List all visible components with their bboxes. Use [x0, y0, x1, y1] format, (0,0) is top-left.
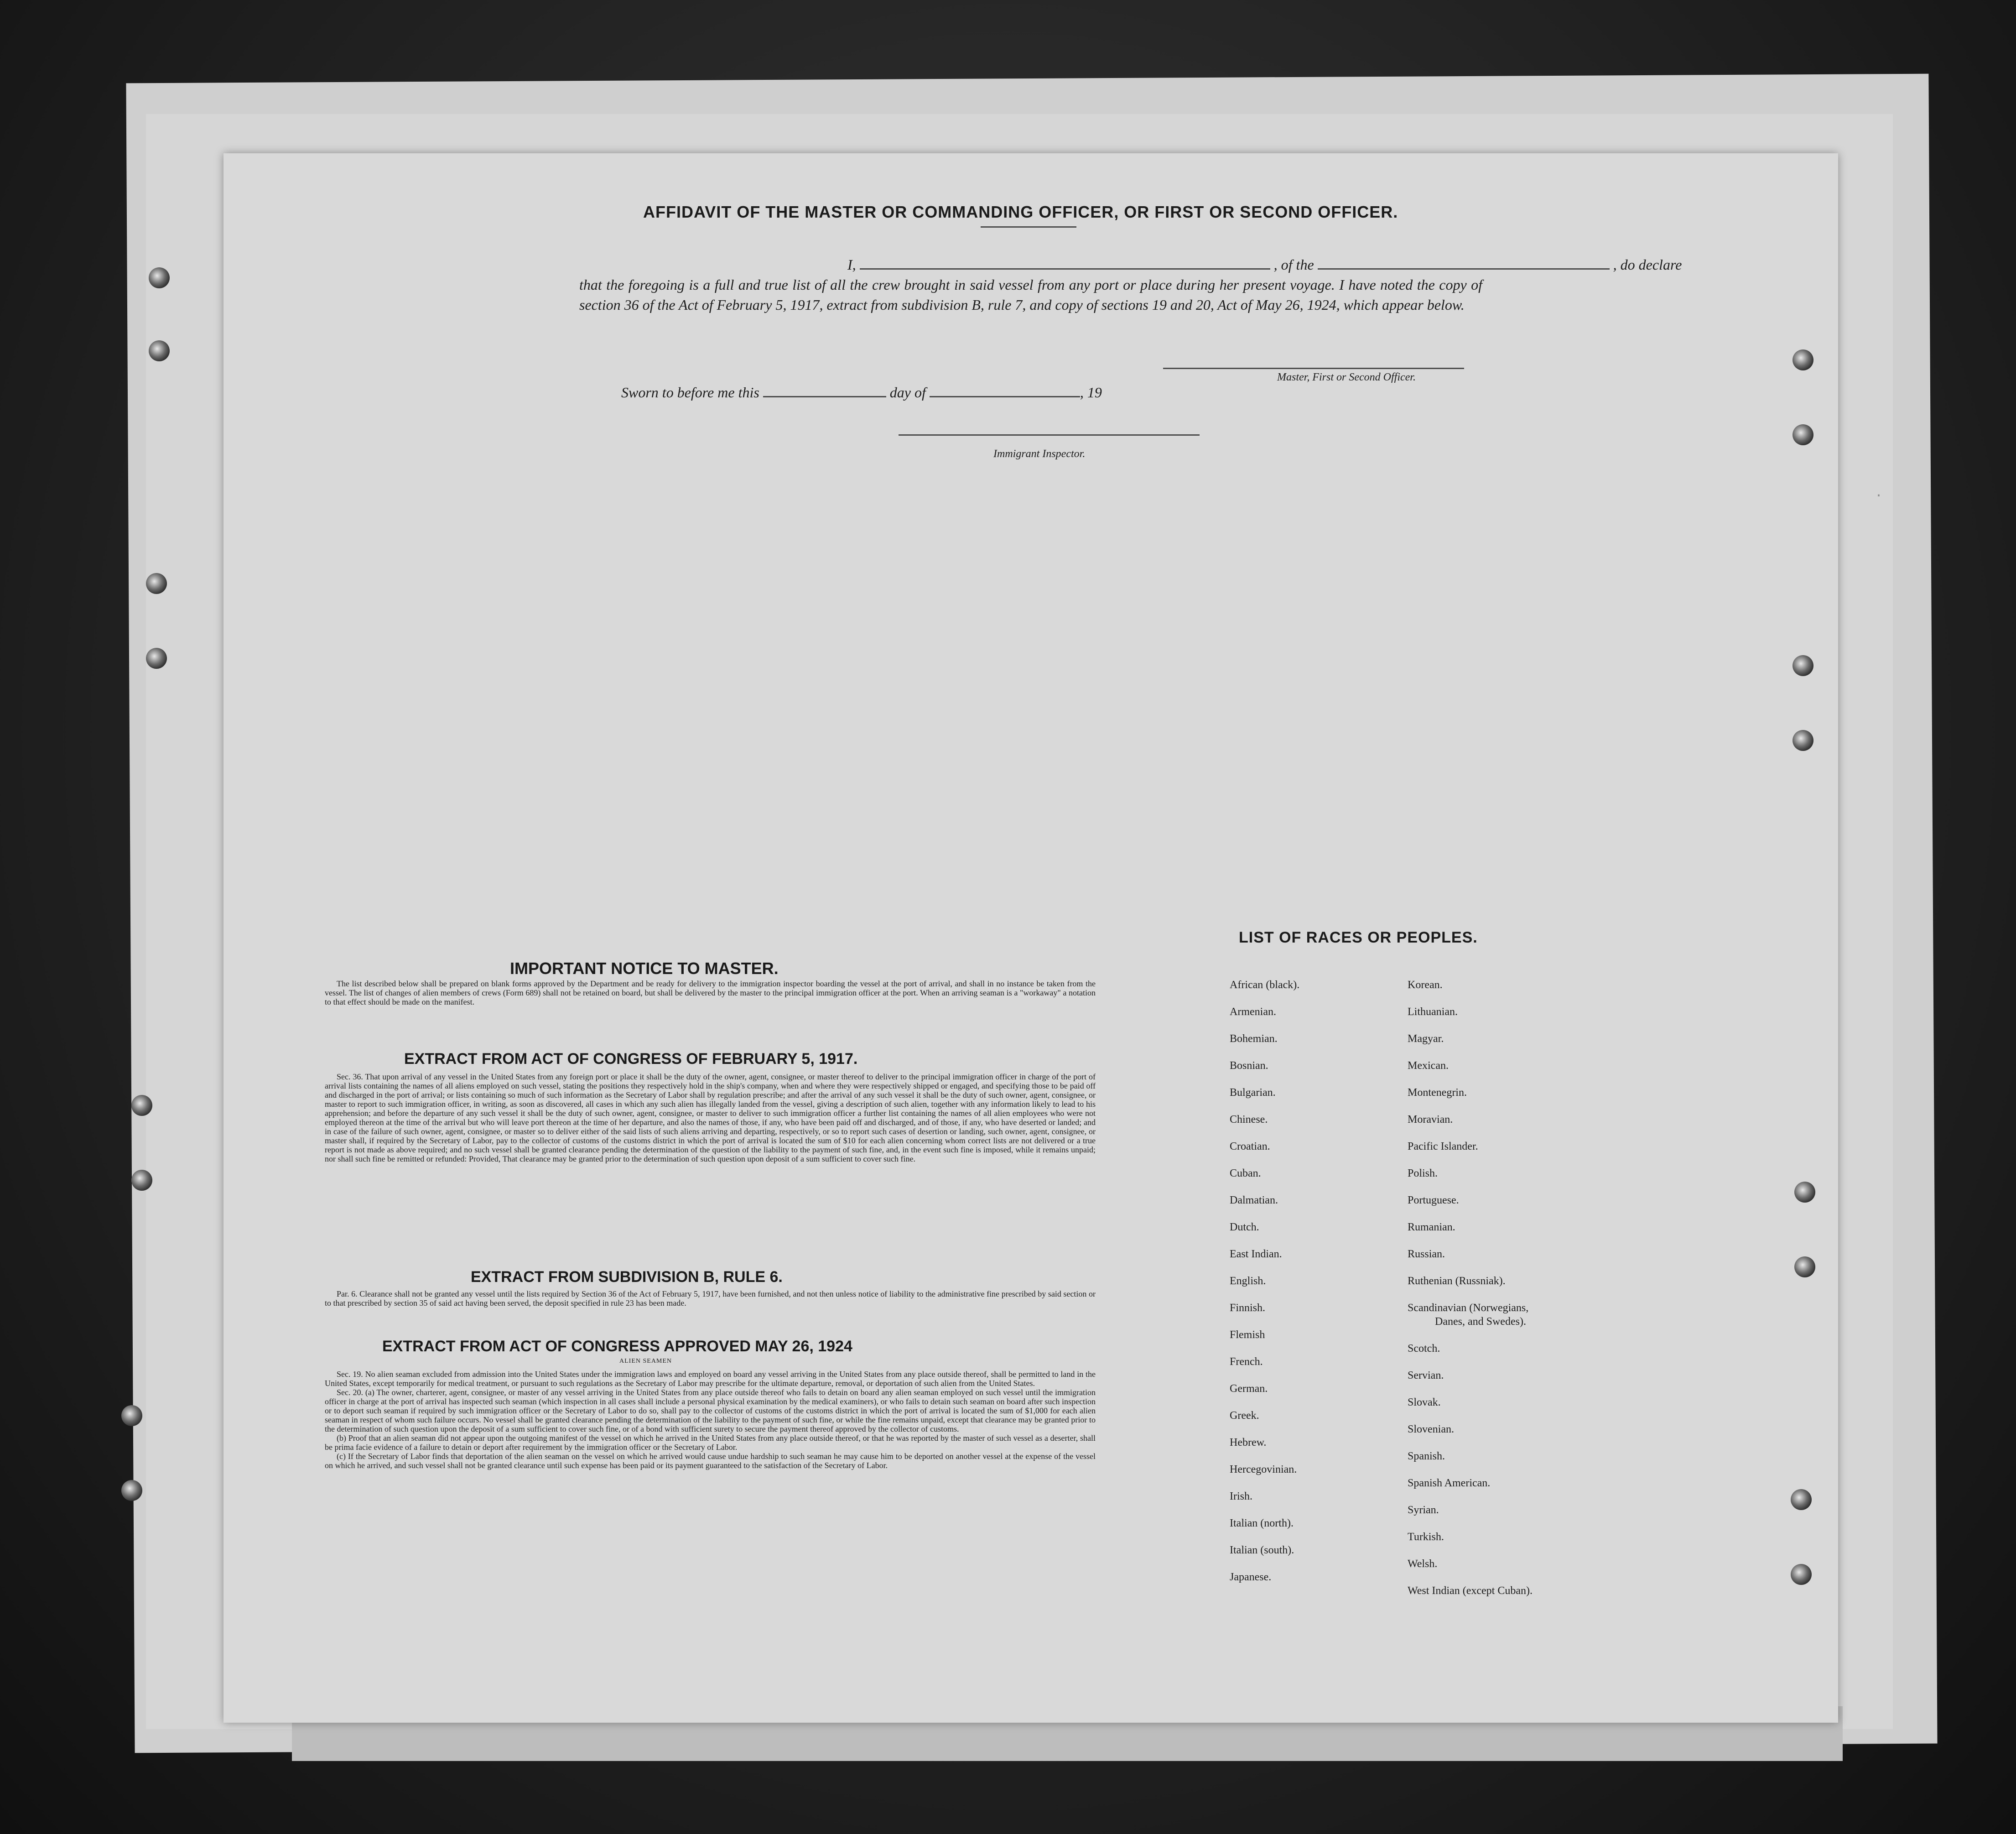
race-item: Italian (south).	[1230, 1544, 1294, 1556]
affidavit-declare: , do declare	[1613, 256, 1682, 273]
race-item: Welsh.	[1408, 1558, 1438, 1570]
punch-hole	[149, 340, 170, 361]
sworn-year: , 19	[1080, 384, 1102, 401]
race-item: Ruthenian (Russniak).	[1408, 1275, 1506, 1287]
punch-hole	[1791, 1564, 1812, 1585]
race-item: Italian (north).	[1230, 1517, 1294, 1529]
race-item: Scotch.	[1408, 1343, 1440, 1355]
race-item: Greek.	[1230, 1410, 1259, 1422]
race-item: Pacific Islander.	[1408, 1141, 1478, 1152]
races-title: LIST OF RACES OR PEOPLES.	[1239, 929, 1478, 946]
race-item: Bulgarian.	[1230, 1087, 1276, 1099]
race-item: African (black).	[1230, 979, 1300, 991]
race-item: Polish.	[1408, 1167, 1438, 1179]
punch-hole	[1791, 1489, 1812, 1510]
race-item: Cuban.	[1230, 1167, 1261, 1179]
race-item: Montenegrin.	[1408, 1087, 1467, 1099]
affidavit-of-the: , of the	[1273, 256, 1314, 273]
punch-hole	[1793, 730, 1813, 751]
sec-19: Sec. 19. No alien seaman excluded from admission into the United States under the immigration laws and employed on board any vessel arriving in the United States from any place outside thereof, shall be permitted to land in the United States, except temporarily for medical treatment, or pursuant to such regulations as the Secretary of Labor may prescribe for the ultimate departure, removal, or deportation of such alien from the United States.	[325, 1370, 1096, 1388]
race-item: Hebrew.	[1230, 1437, 1267, 1448]
race-item: Slovak.	[1408, 1396, 1441, 1408]
punch-hole	[1794, 1256, 1815, 1277]
punch-hole	[149, 267, 170, 288]
race-item: Rumanian.	[1408, 1221, 1455, 1233]
inspector-label: Immigrant Inspector.	[993, 448, 1086, 460]
punch-hole	[121, 1480, 142, 1501]
race-item: Flemish	[1230, 1329, 1265, 1341]
sec-20: Sec. 20. (a) The owner, charterer, agent, consignee, or master of any vessel arriving in the United States from any place outside thereof who fails to detain on board any alien seaman employed on such vessel until the immigration officer in charge at the port of arrival has inspected such seaman (which inspection in all cases shall include a personal physical examination by the medical examiners), or who fails to detain such seaman on board after such inspection or to deport such seaman if required by such immigration officer or the Secretary of Labor to do so, shall pay to the collector of customs of the customs district in which the port of arrival is located the sum of $1,000 for each alien seaman in respect of whom such failure occurs. No vessel shall be granted clearance pending the determination of the liability to the payment of such fine, or while the fine remains unpaid, except that clearance may be granted prior to the determination of such question upon the deposit of a sum sufficient to cover such fine, or of a bond with sufficient surety to secure the payment thereof approved by the collector of customs.	[325, 1388, 1096, 1433]
race-item: Japanese.	[1230, 1571, 1272, 1583]
race-item: Russian.	[1408, 1248, 1445, 1260]
sworn-line	[621, 384, 1102, 401]
affidavit-title: AFFIDAVIT OF THE MASTER OR COMMANDING OFFICER, OR FIRST OR SECOND OFFICER.	[643, 203, 1398, 221]
punch-hole	[1793, 424, 1813, 445]
punch-hole	[146, 573, 167, 594]
race-item: Lithuanian.	[1408, 1006, 1458, 1018]
race-item: Portuguese.	[1408, 1194, 1459, 1206]
race-item: German.	[1230, 1383, 1268, 1395]
punch-hole	[1793, 655, 1813, 676]
notice-title: IMPORTANT NOTICE TO MASTER.	[510, 959, 779, 978]
race-item: Moravian.	[1408, 1114, 1453, 1125]
master-signature-line	[1163, 368, 1464, 369]
punch-hole	[146, 648, 167, 669]
race-item: Turkish.	[1408, 1531, 1444, 1543]
sec-20-b: (b) Proof that an alien seaman did not appear upon the outgoing manifest of the vessel on which he arrived in the United States from any place outside thereof, or that he was reported by the master of such vessel as a deserter, shall be prima facie evidence of a failure to detain or deport after requirement by the immigration officer or the Secretary of Labor.	[325, 1433, 1096, 1452]
race-item: Korean.	[1408, 979, 1443, 991]
race-item: Hercegovinian.	[1230, 1464, 1297, 1475]
act-1924-body	[325, 1370, 1096, 1470]
title-rule	[981, 226, 1076, 228]
punch-hole	[121, 1405, 142, 1426]
race-item: Dalmatian.	[1230, 1194, 1278, 1206]
affidavit-paragraph	[579, 255, 1682, 315]
race-item: Bosnian.	[1230, 1060, 1268, 1072]
race-item: Armenian.	[1230, 1006, 1276, 1018]
race-item: French.	[1230, 1356, 1263, 1368]
rule-6-body: Par. 6. Clearance shall not be granted any vessel until the lists required by Section 36 of the Act of February 5, 1917, have been furnished, and not then unless notice of liability to the administrative fine prescribed by said section or to that prescribed by section 35 of said act having been served, the deposit specified in rule 23 has been made.	[325, 1289, 1096, 1308]
race-item: Syrian.	[1408, 1504, 1439, 1516]
act-1924-title: EXTRACT FROM ACT OF CONGRESS APPROVED MAY 26, 1924	[382, 1338, 852, 1355]
sec-20-c: (c) If the Secretary of Labor finds that deportation of the alien seaman on the vessel on which he arrived would cause undue hardship to such seaman he may cause him to be deported on another vessel at the expense of the vessel on which he arrived, and such vessel shall not be granted clearance until such expense has been paid or its payment guaranteed to the satisfaction of the Secretary of Labor.	[325, 1452, 1096, 1470]
rule-6-title: EXTRACT FROM SUBDIVISION B, RULE 6.	[471, 1268, 783, 1286]
inspector-signature-line	[899, 434, 1200, 436]
races-right-column	[1408, 978, 1533, 1611]
sworn-prefix: Sworn to before me this	[621, 384, 759, 401]
race-item: Scandinavian (Norwegians,	[1408, 1302, 1529, 1314]
punch-hole	[131, 1095, 152, 1116]
affidavit-body: that the foregoing is a full and true list of all the crew brought in said vessel from any port or place during her present voyage. I have noted the copy of section 36 of the Act of February 5, 1917, extract from subdivision B, rule 7, and copy of sections 19 and 20, Act of May 26, 1924, which appear below.	[579, 276, 1482, 313]
race-item: Danes, and Swedes).	[1435, 1316, 1526, 1328]
punch-hole	[1793, 349, 1813, 370]
sworn-day: day of	[889, 384, 926, 401]
race-item: Servian.	[1408, 1370, 1444, 1381]
race-item: Slovenian.	[1408, 1423, 1454, 1435]
act-1917-body: Sec. 36. That upon arrival of any vessel in the United States from any foreign port or place it shall be the duty of the owner, agent, consignee, or master thereof to deliver to the principal immigration officer in charge of the port of arrival lists containing the names of all aliens employed on such vessel, stating the positions they respectively hold in the ship's company, when and where they were respectively shipped or engaged, and specifying those to be paid off and discharged in the port of arrival; or lists containing so much of such information as the Secretary of Labor shall by regulation prescribe; and after the arrival of any such vessel it shall be the duty of such owner, agent, consignee, or master to report to such immigration officer, in writing, as soon as discovered, all cases in which any such alien has illegally landed from the vessel, giving a description of such alien, together with any information likely to lead to his apprehension; and before the departure of any such vessel it shall be the duty of such owner, agent, consignee, or master to deliver to such immigration officer a further list containing the names of all alien employees who were not employed thereon at the time of the arrival but who will leave port thereon at the time of her departure, and also the names of those, if any, who have been paid off and discharged, and of those, if any, who have deserted or landed; and in case of the failure of such owner, agent, consignee, or master so to deliver either of the said lists of such aliens arriving and departing, respectively, or so to report such cases of desertion or landing, such owner, agent, consignee, or master shall, if required by the Secretary of Labor, pay to the collector of customs of the customs district in which the port of arrival is located the sum of $10 for each alien concerning whom correct lists are not delivered or a true report is not made as above required; and no such vessel shall be granted clearance pending the determination of the question of the liability to the payment of such fine, and, in the event such fine is imposed, while it remains unpaid; nor shall such fine be remitted or refunded: Provided, That clearance may be granted prior to the determination of such question upon deposit of a sum sufficient to cover such fine.	[325, 1072, 1096, 1163]
race-item: Irish.	[1230, 1490, 1252, 1502]
races-left-column	[1230, 978, 1299, 1597]
alien-seamen-subtitle: ALIEN SEAMEN	[619, 1358, 672, 1365]
race-item: Chinese.	[1230, 1114, 1268, 1125]
race-item: English.	[1230, 1275, 1266, 1287]
race-item: Bohemian.	[1230, 1033, 1278, 1045]
punch-hole	[131, 1170, 152, 1191]
race-item: Mexican.	[1408, 1060, 1449, 1072]
race-item: Spanish.	[1408, 1450, 1445, 1462]
race-item: West Indian (except Cuban).	[1408, 1585, 1533, 1597]
race-item: Croatian.	[1230, 1141, 1270, 1152]
master-label: Master, First or Second Officer.	[1277, 371, 1416, 383]
race-item: Finnish.	[1230, 1302, 1266, 1314]
race-item: Spanish American.	[1408, 1477, 1491, 1489]
punch-hole	[1794, 1182, 1815, 1203]
race-item: Dutch.	[1230, 1221, 1259, 1233]
manifest-back-page	[223, 153, 1838, 1723]
race-item: Magyar.	[1408, 1033, 1444, 1045]
affidavit-i: I,	[847, 256, 856, 273]
race-item: East Indian.	[1230, 1248, 1282, 1260]
notice-body: The list described below shall be prepared on blank forms approved by the Department and be ready for delivery to the immigration inspector boarding the vessel at the port of arrival, and shall in no instance be taken from the vessel. The list of changes of alien members of crews (Form 689) shall not be retained on board, but shall be delivered by the master to the principal immigration officer at the port. When an arriving seaman is a "workaway" a notation to that effect should be made on the manifest.	[325, 979, 1096, 1006]
act-1917-title: EXTRACT FROM ACT OF CONGRESS OF FEBRUARY 5, 1917.	[404, 1050, 858, 1068]
